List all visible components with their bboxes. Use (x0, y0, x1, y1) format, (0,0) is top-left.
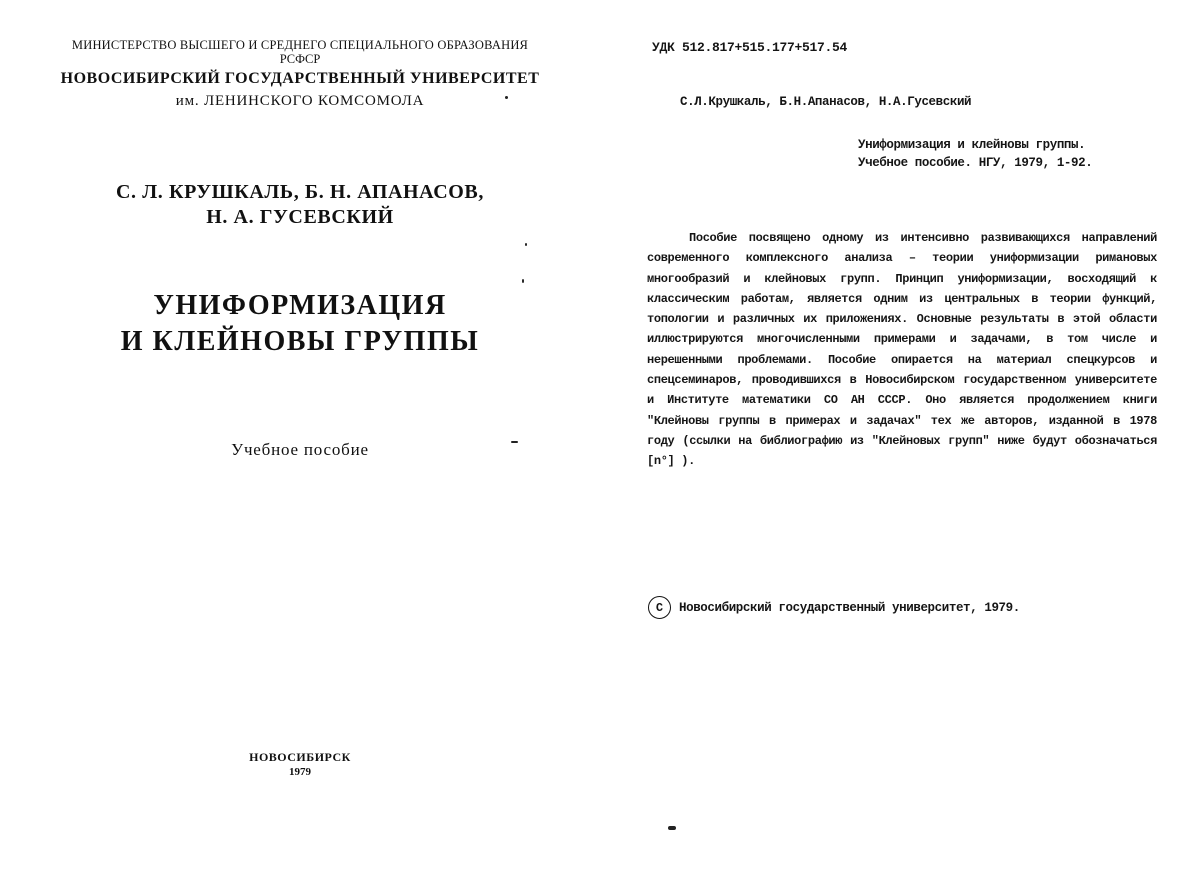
copyright-text: Новосибирский государственный университет, 1979. (679, 600, 1020, 615)
authors-line: С.Л.Крушкаль, Б.Н.Апанасов, Н.А.Гусевский (680, 95, 972, 109)
university-name: НОВОСИБИРСКИЙ ГОСУДАРСТВЕННЫЙ УНИВЕРСИТЕТ (60, 70, 540, 87)
publication-year: 1979 (289, 766, 311, 778)
university-named-after: им. ЛЕНИНСКОГО КОМСОМОЛА (175, 93, 425, 109)
copyright-notice (648, 596, 1020, 619)
udk-code: УДК 512.817+515.177+517.54 (652, 40, 848, 55)
book-title-line-2: И КЛЕЙНОВЫ ГРУППЫ (120, 326, 480, 357)
imprint-page (600, 0, 1200, 871)
publication-city: НОВОСИБИРСК (249, 750, 351, 764)
scan-speck (522, 279, 524, 283)
reference-title: Униформизация и клейновы группы. (858, 138, 1086, 152)
ministry-line-rsfsr: РСФСР (279, 52, 321, 66)
authors-line-1: С. Л. КРУШКАЛЬ, Б. Н. АПАНАСОВ, (116, 181, 484, 203)
scan-speck (505, 96, 508, 99)
reference-details: Учебное пособие. НГУ, 1979, 1-92. (858, 156, 1093, 170)
scan-speck (668, 826, 676, 830)
copyright-icon: С (648, 596, 671, 619)
scan-speck (525, 243, 527, 246)
abstract-paragraph: Пособие посвящено одному из интенсивно развивающихся направлений современного комплексного анализа – теории униформизации римановых многообразий и клейновых групп. Принцип униформизации, восходящий к классическим работам, является одним из центральных в теории функций, топологии и различных их приложениях. Основные результаты в этой области иллюстрируются многочисленными примерами и задачами, в том числе и нерешенными проблемами. Пособие опирается на материал спецкурсов и спецсеминаров, проводившихся в Новосибирском государственном университете и Институте математики СО АН СССР. Оно является продолжением книги "Клейновы группы в примерах и задачах" тех же авторов, изданной в 1978 году (ссылки на библиографию из "Клейновых групп" ниже будут обозначаться [n°] ). (647, 231, 1157, 469)
book-subtitle: Учебное пособие (231, 440, 369, 459)
authors-line-2: Н. А. ГУСЕВСКИЙ (206, 206, 394, 228)
ministry-line: МИНИСТЕРСТВО ВЫСШЕГО И СРЕДНЕГО СПЕЦИАЛЬНОГО ОБРАЗОВАНИЯ (71, 38, 529, 52)
scan-speck (511, 441, 518, 443)
book-title-line-1: УНИФОРМИЗАЦИЯ (153, 290, 447, 321)
bibliographic-reference (858, 136, 1092, 172)
